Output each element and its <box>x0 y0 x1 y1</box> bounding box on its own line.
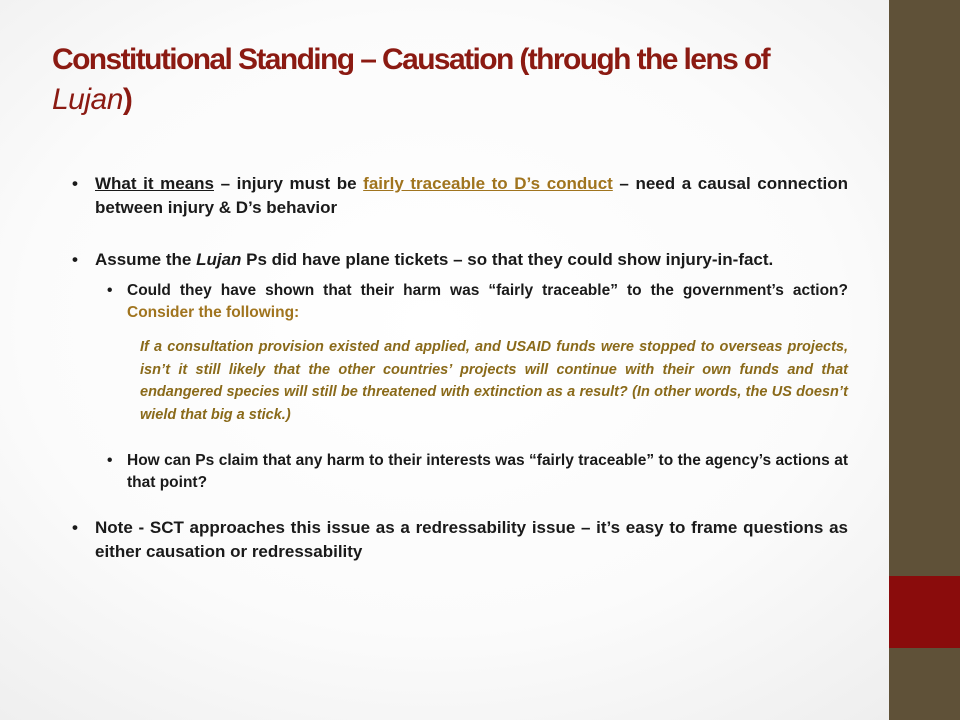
bullet-text: Ps did have plane tickets – so that they could show injury-in-fact. <box>241 250 774 269</box>
subbullet-highlight: Consider the following: <box>127 304 300 321</box>
slide-content <box>70 172 848 564</box>
subbullet-could-they <box>127 280 848 324</box>
title-main: Constitutional Standing – Causation (through the lens of <box>52 43 770 76</box>
bullet-text: – injury must be <box>213 174 364 193</box>
bullet-italic: Lujan <box>196 250 242 269</box>
bullet-text: Assume the <box>95 250 197 269</box>
bullet-text: – need a causal connection between injury & D’s behavior <box>95 174 848 217</box>
sidebar-accent-block <box>889 576 960 648</box>
subbullet-text: Could they have shown that their harm was “fairly traceable” to the government’s action? <box>127 282 848 299</box>
fairly-traceable-link[interactable]: fairly traceable to D’s conduct <box>363 174 613 193</box>
bullet-label: What it means <box>95 174 214 193</box>
slide-title <box>52 40 852 120</box>
bullet-assume <box>70 248 848 272</box>
subbullet-how-can: • How can Ps claim that any harm to their interests was “fairly traceable” to the agency’s actions at that point? <box>127 450 848 494</box>
bullet-note: • Note - SCT approaches this issue as a redressability issue – it’s easy to frame questions as either causation or redressability <box>70 516 848 564</box>
hypothetical-quote: If a consultation provision existed and applied, and USAID funds were stopped to overseas projects, isn’t it still likely that the other countries’ projects will continue with their own funds and that endangered species will still be threatened with extinction as a result? (In other words, the US doesn’t wield that big a stick.) <box>140 339 848 423</box>
bullet-what-it-means <box>70 172 848 220</box>
title-close: ) <box>122 83 132 116</box>
title-italic: Lujan <box>52 83 123 116</box>
